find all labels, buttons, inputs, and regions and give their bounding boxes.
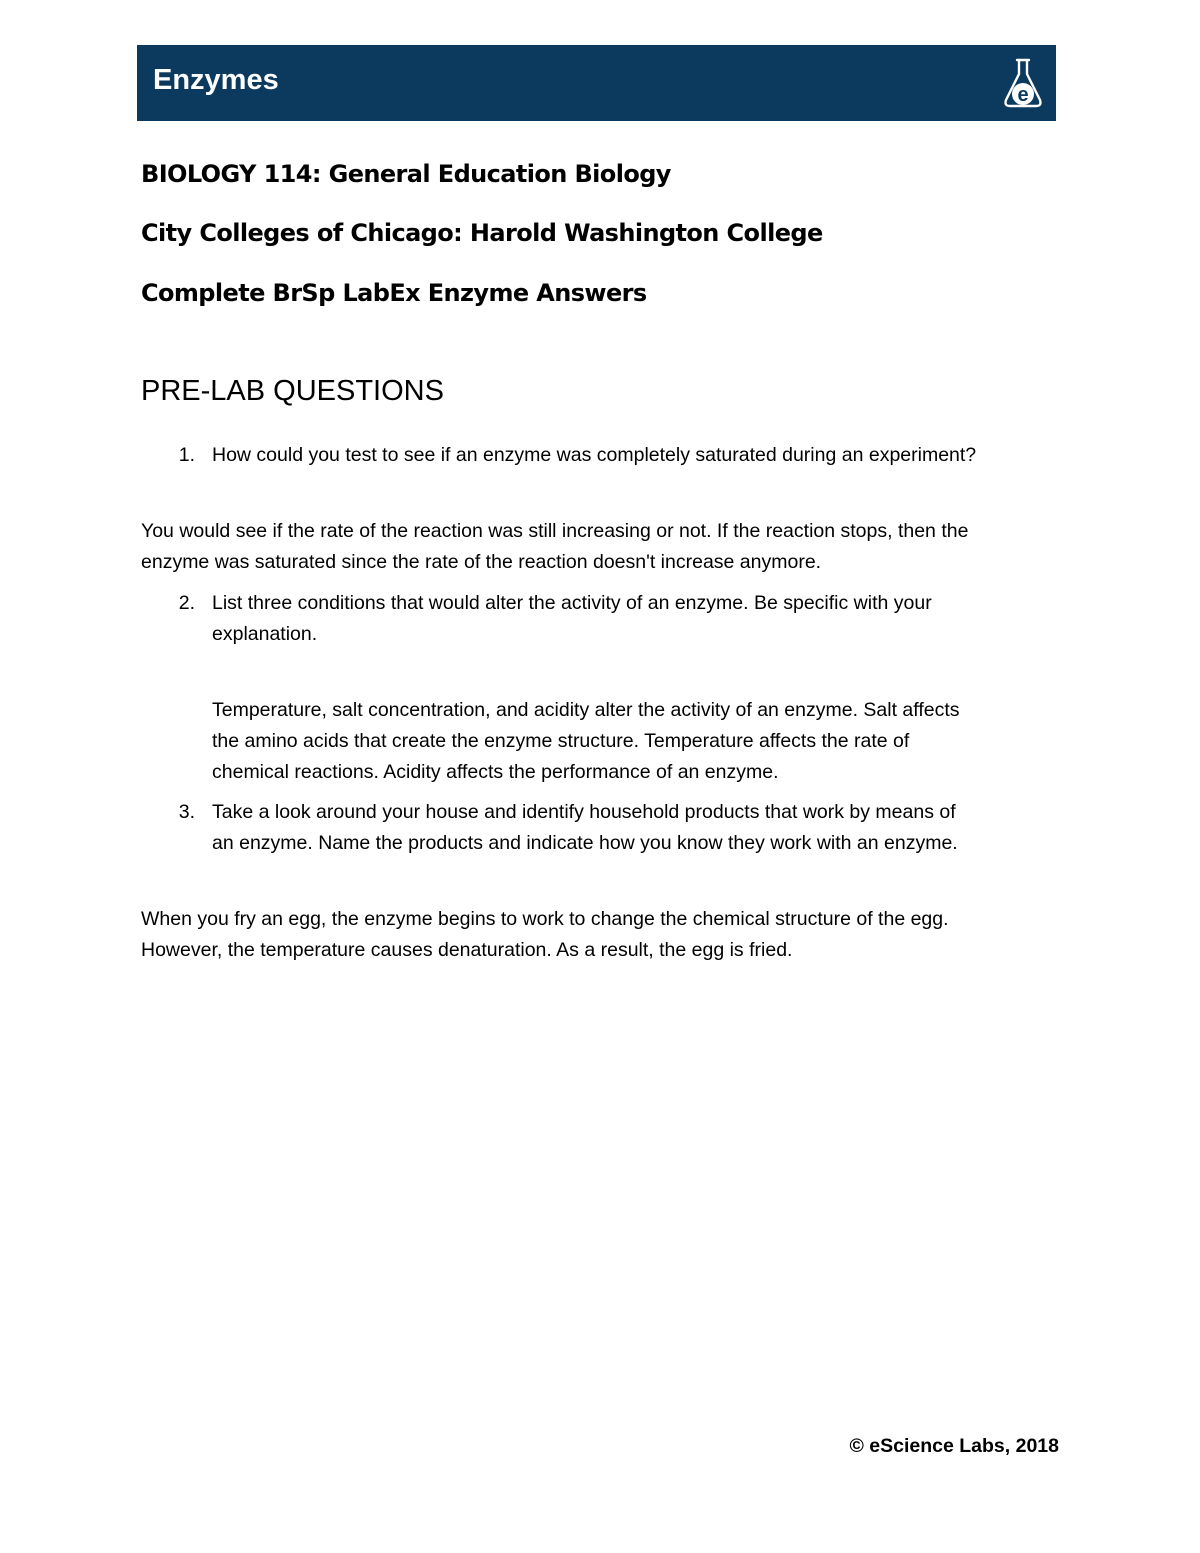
answer-line: the amino acids that create the enzyme structure. Temperature affects the rate of [212,730,910,752]
answer-line: chemical reactions. Acidity affects the performance of an enzyme. [212,761,779,783]
question-number: 1. [178,444,195,466]
answer-line: Temperature, salt concentration, and acidity alter the activity of an enzyme. Salt affects [212,699,960,721]
question-text: How could you test to see if an enzyme was completely saturated during an experiment? [212,444,977,466]
question-text-line: List three conditions that would alter the activity of an enzyme. Be specific with your [212,592,932,614]
question-number: 2. [178,592,195,614]
section-heading: PRE-LAB QUESTIONS [141,375,444,407]
document-title: Complete BrSp LabEx Enzyme Answers [141,279,647,307]
answer-line: You would see if the rate of the reaction was still increasing or not. If the reaction stops, then the [141,520,969,542]
header-banner [137,45,1056,121]
question-number: 3. [178,801,195,823]
question-text-line: explanation. [212,623,318,645]
copyright-footer: © eScience Labs, 2018 [849,1435,1059,1457]
question-text-line: an enzyme. Name the products and indicate how you know they work with an enzyme. [212,832,958,854]
answer-line: However, the temperature causes denaturation. As a result, the egg is fried. [141,939,793,961]
banner-title: Enzymes [153,64,279,96]
institution-name: City Colleges of Chicago: Harold Washington College [141,219,823,247]
question-text-line: Take a look around your house and identify household products that work by means of [212,801,956,823]
answer-line: enzyme was saturated since the rate of the reaction doesn't increase anymore. [141,551,822,573]
flask-e-logo-icon [1000,54,1046,112]
logo-letter: e [1017,84,1029,106]
course-title: BIOLOGY 114: General Education Biology [141,160,671,188]
answer-line: When you fry an egg, the enzyme begins to work to change the chemical structure of the egg. [141,908,949,930]
